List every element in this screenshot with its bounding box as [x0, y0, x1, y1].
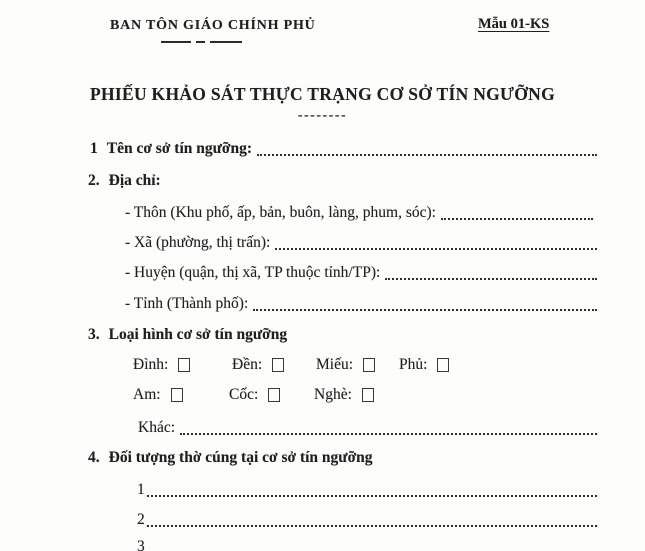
address-line-huyen: [125, 262, 597, 284]
issuing-agency: BAN TÔN GIÁO CHÍNH PHỦ: [110, 18, 316, 33]
q2-row: [88, 170, 161, 192]
q4-row: [88, 447, 373, 469]
q4-number: 4.: [88, 449, 100, 466]
worship-line-1: [137, 479, 597, 501]
thon-label: - Thôn (Khu phố, ấp, bản, buôn, làng, phum, sóc):: [125, 204, 436, 221]
tinh-fill-line: [253, 309, 597, 311]
q1-number: 1: [90, 140, 98, 157]
phu-label: Phủ:: [399, 356, 428, 373]
worship-line-1-fill: [147, 495, 597, 497]
type-row-2: [133, 384, 374, 406]
type-row-1: [133, 354, 449, 376]
dinh-checkbox: [178, 358, 190, 372]
den-checkbox: [272, 358, 284, 372]
nghe-label: Nghè:: [314, 386, 352, 403]
address-line-thon: [125, 202, 593, 224]
phu-checkbox: [437, 358, 449, 372]
xa-label: - Xã (phường, thị trấn):: [125, 234, 271, 251]
mieu-checkbox: [363, 358, 375, 372]
address-line-xa: [125, 232, 597, 254]
header-rule: [161, 41, 242, 43]
huyen-fill-line: [385, 278, 597, 280]
xa-fill-line: [275, 248, 597, 250]
form-number: Mẫu 01-KS: [478, 16, 550, 32]
other-fill-line: [180, 433, 597, 435]
coc-label: Cốc:: [229, 386, 259, 403]
q3-number: 3.: [88, 326, 100, 343]
q4-label: Đối tượng thờ cúng tại cơ sở tín ngưỡng: [108, 449, 373, 466]
huyen-label: - Huyện (quận, thị xã, TP thuộc tỉnh/TP):: [125, 264, 381, 281]
worship-line-2-fill: [147, 525, 597, 527]
den-label: Đền:: [232, 356, 263, 373]
title-divider: --------: [297, 108, 348, 123]
q3-label: Loại hình cơ sở tín ngưỡng: [108, 326, 288, 343]
coc-checkbox: [268, 388, 280, 402]
am-label: Am:: [133, 386, 161, 403]
q2-label: Địa chỉ:: [108, 172, 161, 189]
worship-line-1-number: 1: [137, 481, 145, 498]
q3-row: [88, 324, 287, 346]
worship-line-3: [137, 536, 597, 551]
form-title: PHIẾU KHẢO SÁT THỰC TRẠNG CƠ SỞ TÍN NGƯỠNG: [89, 84, 556, 104]
q1-row: [90, 138, 597, 160]
mieu-label: Miếu:: [316, 356, 354, 373]
tinh-label: - Tỉnh (Thành phố):: [125, 295, 249, 312]
q2-number: 2.: [88, 172, 100, 189]
dinh-label: Đình:: [133, 356, 169, 373]
worship-line-2-number: 2: [137, 511, 145, 528]
worship-line-3-number: 3: [137, 538, 145, 551]
worship-line-2: [137, 509, 597, 531]
address-line-tinh: [125, 293, 597, 315]
q1-fill-line: [257, 154, 597, 156]
q1-label: Tên cơ sở tín ngưỡng:: [106, 140, 253, 157]
other-label: Khác:: [138, 419, 176, 436]
am-checkbox: [171, 388, 183, 402]
nghe-checkbox: [362, 388, 374, 402]
thon-fill-line: [441, 218, 593, 220]
other-type-row: [138, 417, 597, 439]
